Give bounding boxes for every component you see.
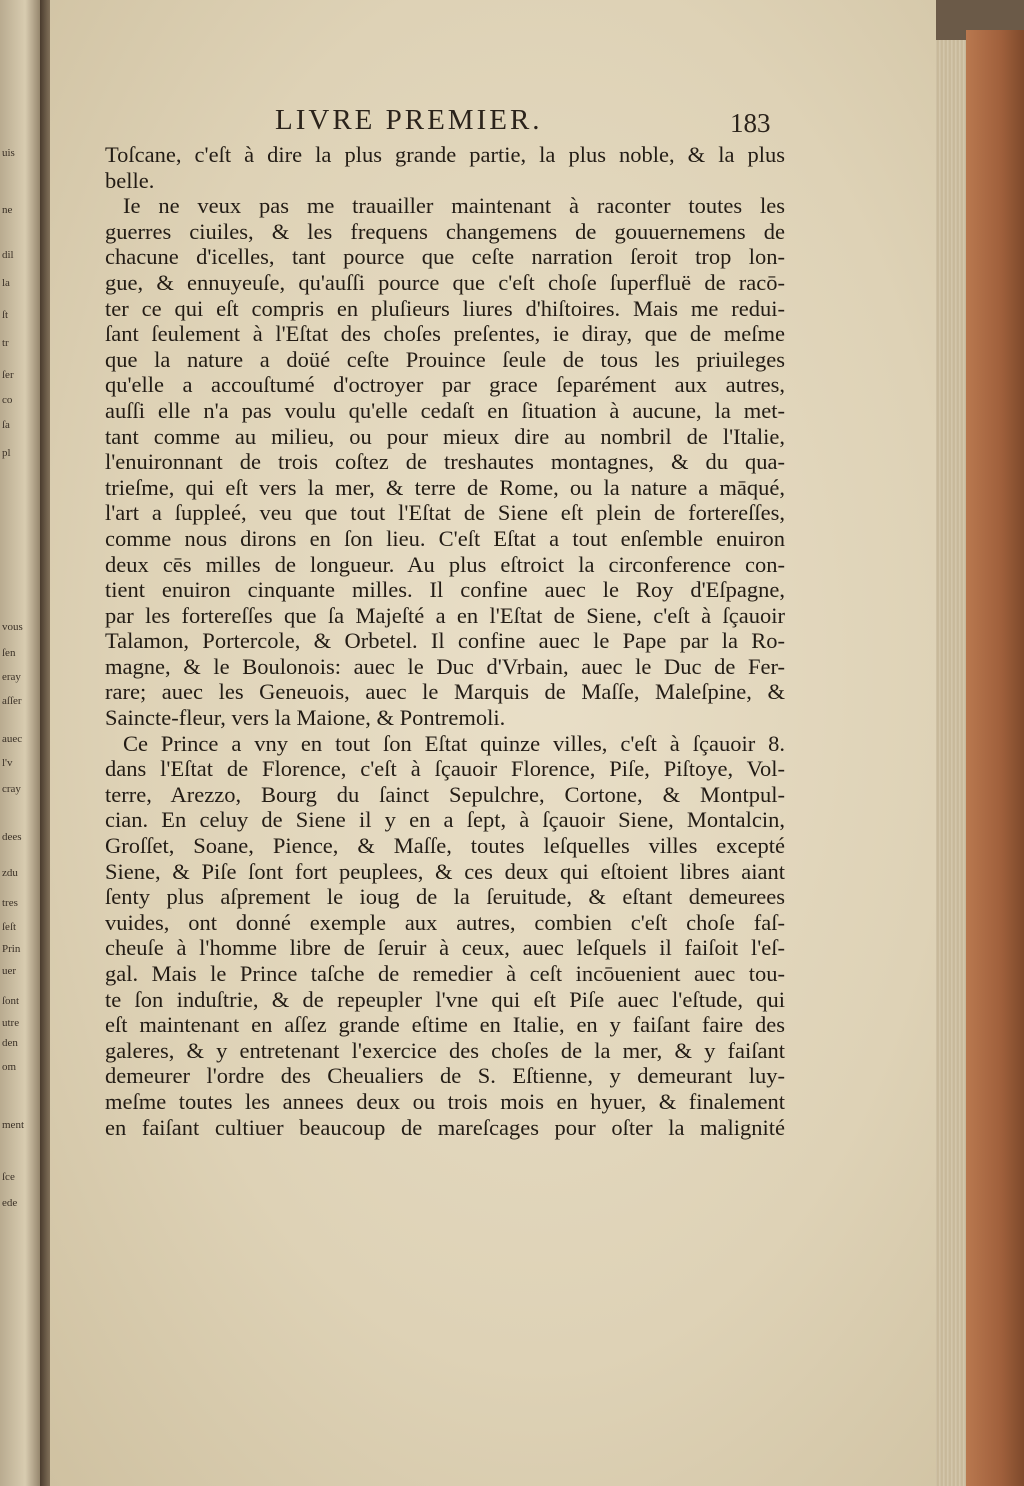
page-number: 183 (730, 108, 771, 138)
text-line: comme nous dirons en ſon lieu. C'eſt Eſtat a tout enſemble enuiron (105, 525, 785, 551)
text-line: terre, Arezzo, Bourg du ſainct Sepulchre, Cortone, & Montpul- (105, 781, 785, 807)
text-line: par les fortereſſes que ſa Majeſté a en l'Eſtat de Siene, c'eſt à ſçauoir (105, 602, 785, 628)
text-line: rare; auec les Geneuois, auec le Marquis de Maſſe, Maleſpine, & (105, 679, 785, 705)
margin-fragment: ſa (2, 420, 10, 431)
body-text (105, 142, 785, 1140)
text-line: te ſon induſtrie, & de repeupler l'vne qui eſt Piſe auec l'eſtude, qui (105, 986, 785, 1012)
text-line: gal. Mais le Prince taſche de remedier à ceſt incōuenient auec tou- (105, 961, 785, 986)
margin-fragment: dil (2, 250, 14, 261)
page-edges (936, 40, 1024, 1486)
text-line: tant comme au milieu, ou pour mieux dire au nombril de l'Italie, (105, 423, 785, 449)
margin-fragment: vous (2, 622, 23, 633)
facing-page-edge (0, 0, 42, 1486)
margin-fragment: la (2, 278, 10, 289)
text-line: eſt maintenant en aſſez grande eſtime en Italie, en y faiſant faire des (105, 1012, 785, 1038)
text-line: demeurer l'ordre des Cheualiers de S. Eſtienne, y demeurant luy- (105, 1063, 785, 1089)
margin-fragment: eray (2, 672, 21, 683)
text-line: l'enuironnant de trois coſtez de treshautes montagnes, & du qua- (105, 449, 785, 475)
margin-fragment: l'v (2, 758, 13, 769)
text-line: auſſi elle n'a pas voulu qu'elle cedaſt en ſituation à aucune, la met- (105, 397, 785, 423)
margin-fragment: uer (2, 966, 17, 977)
text-line: chacune d'icelles, tant pource que ceſte narration ſeroit trop lon- (105, 244, 785, 270)
margin-fragment: tres (2, 898, 18, 909)
margin-fragment: ſont (2, 996, 20, 1007)
text-line: Saincte-fleur, vers la Maione, & Pontremoli. (105, 705, 506, 731)
margin-fragment: tr (2, 338, 9, 349)
margin-fragment: ment (2, 1120, 24, 1131)
margin-fragment: den (2, 1038, 18, 1049)
text-line: vuides, ont donné exemple aux autres, combien c'eſt choſe faſ- (105, 909, 785, 935)
margin-fragment: ſer (2, 370, 14, 381)
margin-fragment: om (2, 1062, 17, 1073)
text-line: qu'elle a accouſtumé d'octroyer par grace ſeparément aux autres, (105, 372, 785, 398)
margin-fragment: zdu (2, 868, 18, 879)
text-line: deux cēs milles de longueur. Au plus eſtroict la circonference con- (105, 551, 785, 577)
text-line: Ce Prince a vny en tout ſon Eſtat quinze villes, c'eſt à ſçauoir 8. (123, 730, 785, 756)
margin-fragment: pl (2, 448, 11, 459)
margin-fragment: ne (2, 205, 13, 216)
margin-fragment: ede (2, 1198, 18, 1209)
text-line: ter ce qui eſt compris en pluſieurs liures d'hiſtoires. Mais me redui- (105, 295, 785, 321)
margin-fragment: ſeſt (2, 922, 17, 933)
margin-fragment: utre (2, 1018, 20, 1029)
margin-fragment: auec (2, 734, 23, 745)
margin-fragment: ſt (2, 310, 9, 321)
text-line: galeres, & y entretenant l'exercice des choſes de la mer, & y faiſant (105, 1037, 785, 1063)
text-line: guerres ciuiles, & les frequens changemens de gouuernemens de (105, 218, 785, 244)
text-line: Groſſet, Soane, Pience, & Maſſe, toutes leſquelles villes excepté (105, 833, 785, 859)
text-line: magne, & le Boulonois: auec le Duc d'Vrbain, auec le Duc de Fer- (105, 653, 785, 679)
text-line: Siene, & Piſe ſont fort peuplees, & ces deux qui eſtoient libres aiant (105, 858, 785, 884)
margin-fragment: cray (2, 784, 21, 795)
text-line: ſant ſeulement à l'Eſtat des choſes preſentes, ie diray, que de meſme (105, 321, 785, 347)
text-line: belle. (105, 167, 155, 193)
text-line: Talamon, Portercole, & Orbetel. Il confine auec le Pape par la Ro- (105, 628, 785, 654)
running-head: LIVRE PREMIER. (275, 104, 543, 136)
margin-fragment: ſce (2, 1172, 15, 1183)
text-line: Toſcane, c'eſt à dire la plus grande partie, la plus noble, & la plus (105, 142, 785, 167)
margin-fragment: uis (2, 148, 15, 159)
text-line: en faiſant cultiuer beaucoup de mareſcages pour oſter la malignité (105, 1114, 785, 1140)
text-line: cian. En celuy de Siene il y en a ſept, à ſçauoir Siene, Montalcin, (105, 807, 785, 833)
text-line: gue, & ennuyeuſe, qu'auſſi pource que c'eſt choſe ſuperfluë de racō- (105, 269, 785, 295)
margin-fragment: dees (2, 832, 22, 843)
text-line: trieſme, qui eſt vers la mer, & terre de Rome, ou la nature a māqué, (105, 474, 785, 500)
text-line: l'art a ſuppleé, veu que tout l'Eſtat de Siene eſt plein de fortereſſes, (105, 500, 785, 526)
text-line: ſenty plus aſprement le ioug de la ſeruitude, & eſtant demeurees (105, 884, 785, 910)
text-line: que la nature a doüé ceſte Prouince ſeule de tous les priuileges (105, 346, 785, 372)
text-line: meſme toutes les annees deux ou trois mois en hyuer, & finalement (105, 1088, 785, 1114)
text-line: Ie ne veux pas me trauailler maintenant à raconter toutes les (123, 193, 785, 219)
margin-fragment: co (2, 395, 13, 406)
text-line: dans l'Eſtat de Florence, c'eſt à ſçauoir Florence, Piſe, Piſtoye, Vol- (105, 756, 785, 782)
text-line: cheuſe à l'homme libre de ſeruir à ceux, auec leſquels il faiſoit l'eſ- (105, 935, 785, 961)
margin-fragment: Prin (2, 944, 21, 955)
text-line: tient enuiron cinquante milles. Il confine auec le Roy d'Eſpagne, (105, 577, 785, 603)
book-page (50, 0, 936, 1486)
margin-fragment: aſſer (2, 696, 22, 707)
margin-fragment: ſen (2, 648, 16, 659)
